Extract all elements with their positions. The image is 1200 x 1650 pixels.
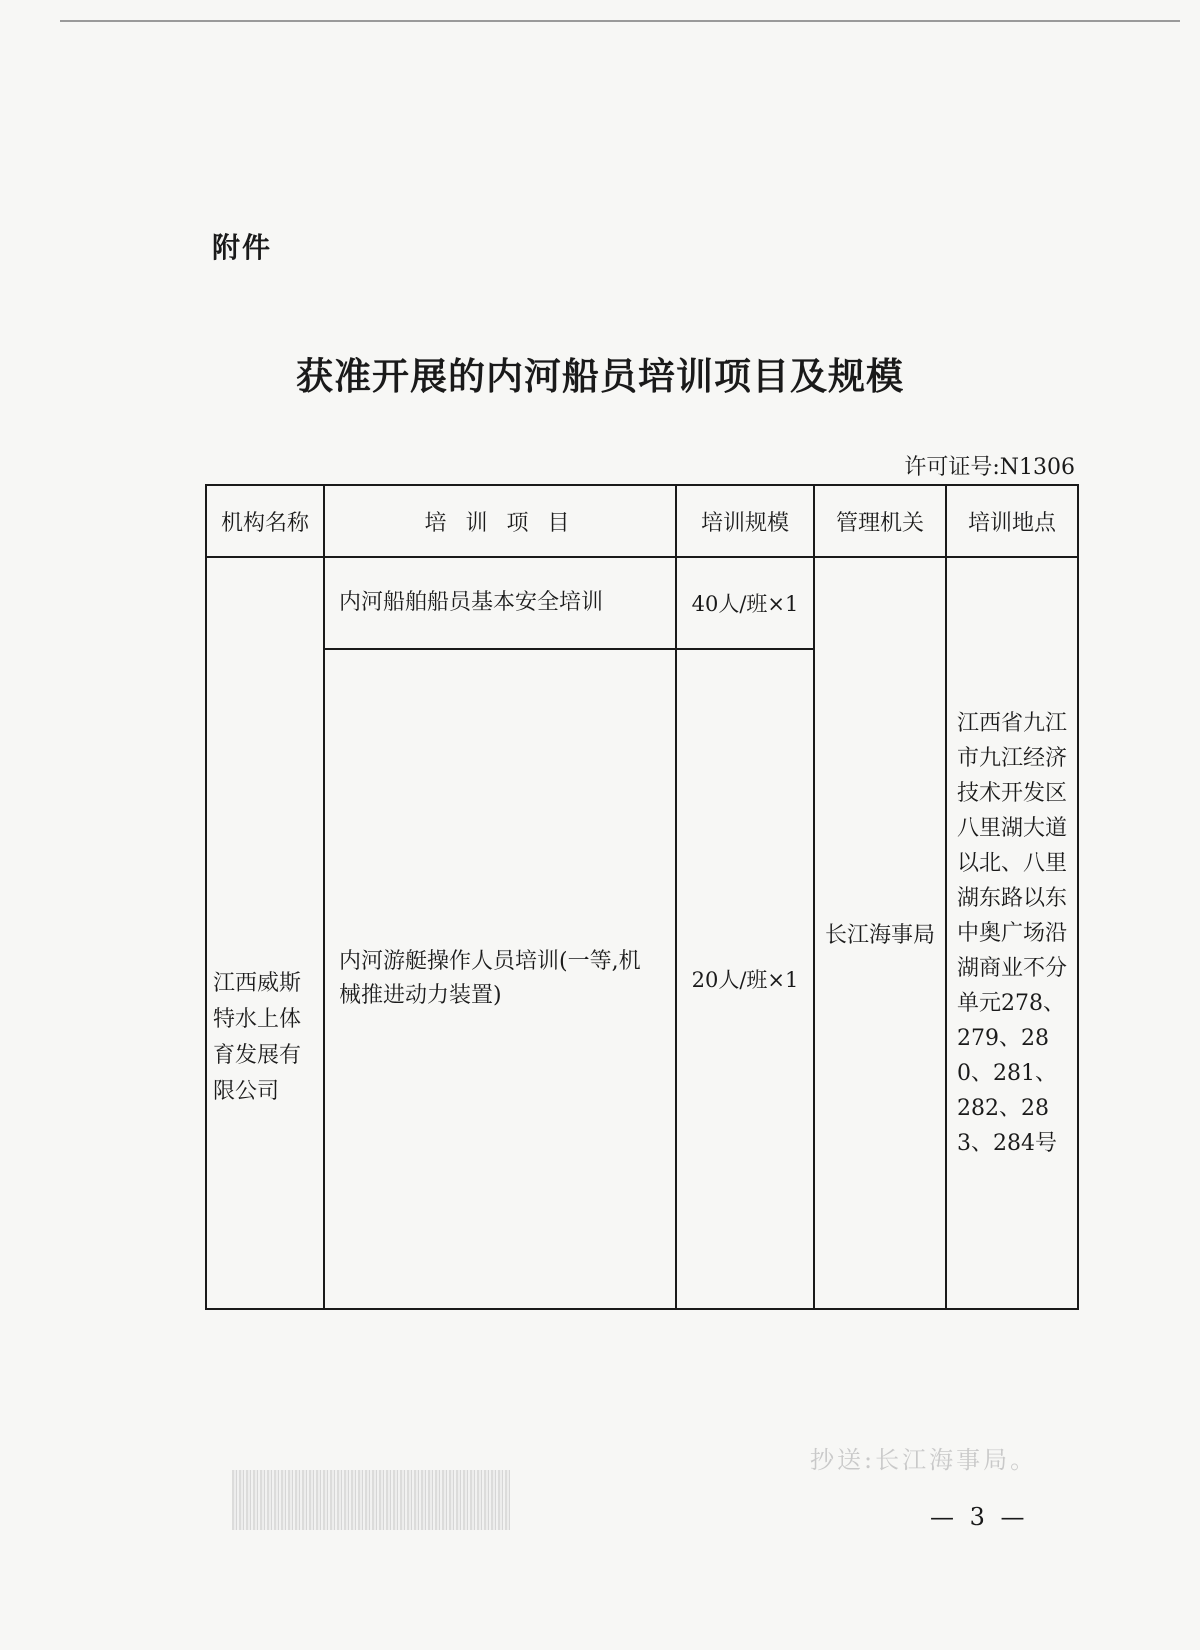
page-number: — 3 — xyxy=(930,1503,1029,1531)
header-authority: 管理机关 xyxy=(814,485,946,557)
table-header-row xyxy=(206,485,1078,557)
header-project: 培 训 项 目 xyxy=(324,485,676,557)
header-location: 培训地点 xyxy=(946,485,1078,557)
scan-artifact-block xyxy=(232,1470,510,1530)
license-number: 许可证号:N1306 xyxy=(904,455,1075,480)
faint-cc-text: 抄送:长江海事局。 xyxy=(810,1446,1038,1474)
organization-name: 江西威斯特水上体育发展有限公司 xyxy=(206,557,324,1309)
project-name: 内河游艇操作人员培训(一等,机械推进动力装置) xyxy=(324,649,676,1309)
project-name: 内河船舶船员基本安全培训 xyxy=(324,557,676,649)
top-rule xyxy=(60,20,1180,22)
training-location: 江西省九江市九江经济技术开发区八里湖大道以北、八里湖东路以东中奥广场沿湖商业不分单元278、279、280、281、282、283、284号 xyxy=(946,557,1078,1309)
management-authority: 长江海事局 xyxy=(814,557,946,1309)
document-title: 获准开展的内河船员培训项目及规模 xyxy=(296,355,904,398)
training-table xyxy=(205,484,1079,1310)
training-scale: 20人/班×1 xyxy=(676,649,814,1309)
attachment-label: 附件 xyxy=(212,231,273,264)
training-scale: 40人/班×1 xyxy=(676,557,814,649)
header-scale: 培训规模 xyxy=(676,485,814,557)
table-row xyxy=(206,557,1078,649)
header-org-name: 机构名称 xyxy=(206,485,324,557)
